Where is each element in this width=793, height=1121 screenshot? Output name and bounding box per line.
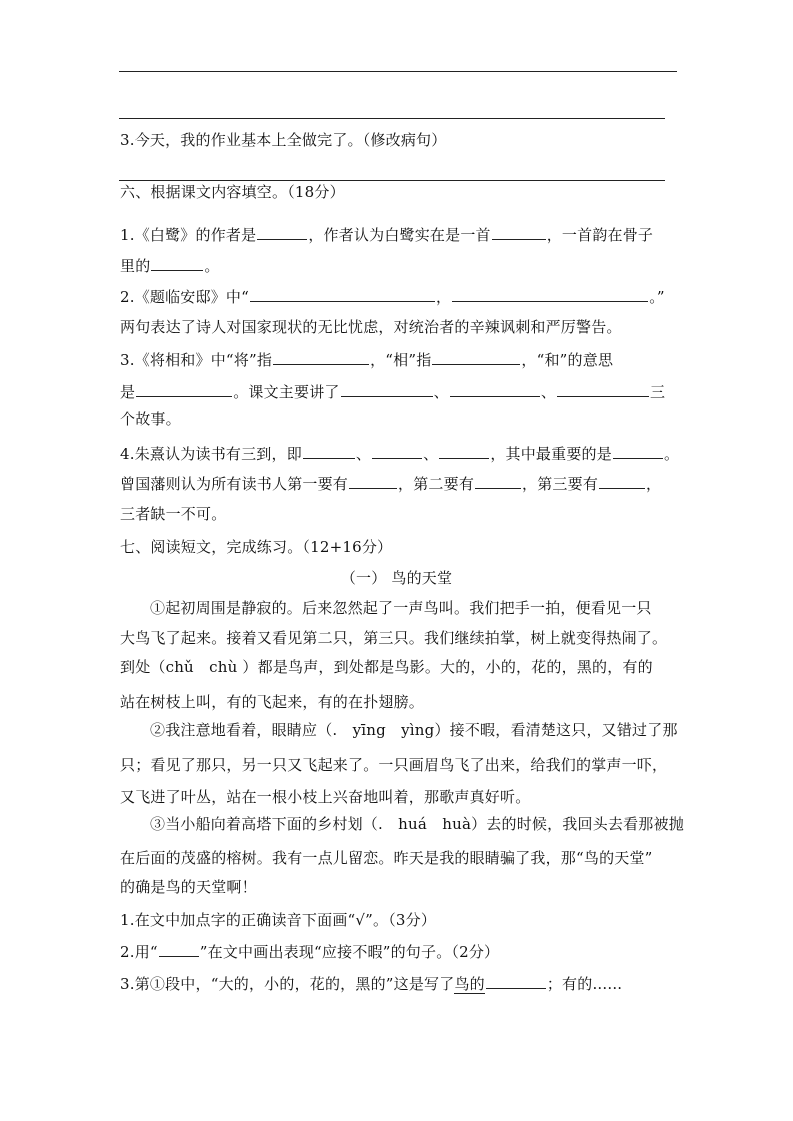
p1-line: 站在树枝上叫，有的飞起来，有的在扑翅膀。 <box>120 693 425 711</box>
fill-blank[interactable] <box>432 348 520 365</box>
s7-question-1: 1.在文中加点字的正确读音下面画“√”。（3分） <box>120 911 437 929</box>
fill-blank[interactable] <box>257 223 307 240</box>
s6-q4-line1: 4.朱熹认为读书有三到，即 、 、 ，其中最重要的是 。 <box>120 442 679 465</box>
p1-line: 到处（chǔ chù ）都是鸟声，到处都是鸟影。大的，小的，花的，黑的，有的 <box>120 658 653 676</box>
fill-blank[interactable] <box>303 442 355 459</box>
p3-line: ③当小船向着高塔下面的乡村划（. huá huà）去的时候，我回头去看那被抛 <box>150 815 684 833</box>
fill-blank[interactable] <box>486 972 546 989</box>
passage-title: （一） 鸟的天堂 <box>340 569 453 587</box>
answer-line <box>119 71 677 72</box>
s6-q3-line1: 3.《将相和》中“将”指 ，“相”指 ，“和”的意思 <box>120 348 613 371</box>
fill-blank[interactable] <box>136 380 232 397</box>
fill-blank[interactable] <box>452 285 648 302</box>
s6-q3-line2: 是 。课文主要讲了 、 、 三 <box>120 380 665 403</box>
fill-blank[interactable] <box>273 348 369 365</box>
p3-line: 的确是鸟的天堂啊！ <box>120 878 257 896</box>
s6-q4-line2: 曾国藩则认为所有读书人第一要有 ，第二要有 ，第三要有 ， <box>120 472 661 495</box>
s6-q2-line1: 2.《题临安邸》中“ ， 。” <box>120 285 665 308</box>
fill-blank[interactable] <box>450 380 540 397</box>
fill-blank[interactable] <box>613 442 663 459</box>
fill-blank[interactable] <box>250 285 435 302</box>
fill-blank[interactable] <box>475 472 521 489</box>
section-7-title: 七、阅读短文，完成练习。（12+16分） <box>120 538 393 556</box>
fill-blank[interactable] <box>439 442 489 459</box>
fill-blank[interactable] <box>599 472 645 489</box>
fill-blank[interactable] <box>349 472 397 489</box>
s6-q3-line3: 个故事。 <box>120 410 181 428</box>
fill-blank[interactable] <box>492 223 546 240</box>
answer-line <box>119 118 665 119</box>
question-3-revise-sentence: 3.今天，我的作业基本上全做完了。（修改病句） <box>120 131 447 149</box>
s7-question-3: 3.第①段中，“大的，小的，花的，黑的”这是写了鸟的 ；有的...... <box>120 972 622 995</box>
section-6-title: 六、根据课文内容填空。（18分） <box>120 183 345 201</box>
fill-blank[interactable] <box>159 940 199 957</box>
fill-blank[interactable] <box>557 380 649 397</box>
fill-blank[interactable] <box>372 442 422 459</box>
s6-q1-line2: 里的 。 <box>120 254 220 277</box>
s6-q4-line3: 三者缺一不可。 <box>120 505 227 523</box>
fill-blank[interactable] <box>151 254 203 271</box>
p3-line: 在后面的茂盛的榕树。我有一点儿留恋。昨天是我的眼睛骗了我，那“鸟的天堂” <box>120 849 653 867</box>
p1-line: ①起初周围是静寂的。后来忽然起了一声鸟叫。我们把手一拍，便看见一只 <box>150 599 652 617</box>
s6-q2-line2: 两句表达了诗人对国家现状的无比忧虑，对统治者的辛辣讽刺和严厉警告。 <box>120 318 622 336</box>
s7-question-2: 2.用“ ”在文中画出表现“应接不暇”的句子。（2分） <box>120 940 499 963</box>
s6-q1-line1: 1.《白鹭》的作者是 ，作者认为白鹭实在是一首 ，一首韵在骨子 <box>120 223 653 246</box>
fill-blank[interactable] <box>341 380 433 397</box>
p1-line: 大鸟飞了起来。接着又看见第二只，第三只。我们继续拍掌，树上就变得热闹了。 <box>120 629 668 647</box>
p2-line: ②我注意地看着，眼睛应（. yīng yìng）接不暇，看清楚这只，又错过了那 <box>150 721 678 739</box>
p2-line: 又飞进了叶丛，站在一根小枝上兴奋地叫着，那歌声真好听。 <box>120 788 531 806</box>
p2-line: 只；看见了那只，另一只又飞起来了。一只画眉鸟飞了出来，给我们的掌声一吓， <box>120 756 668 774</box>
